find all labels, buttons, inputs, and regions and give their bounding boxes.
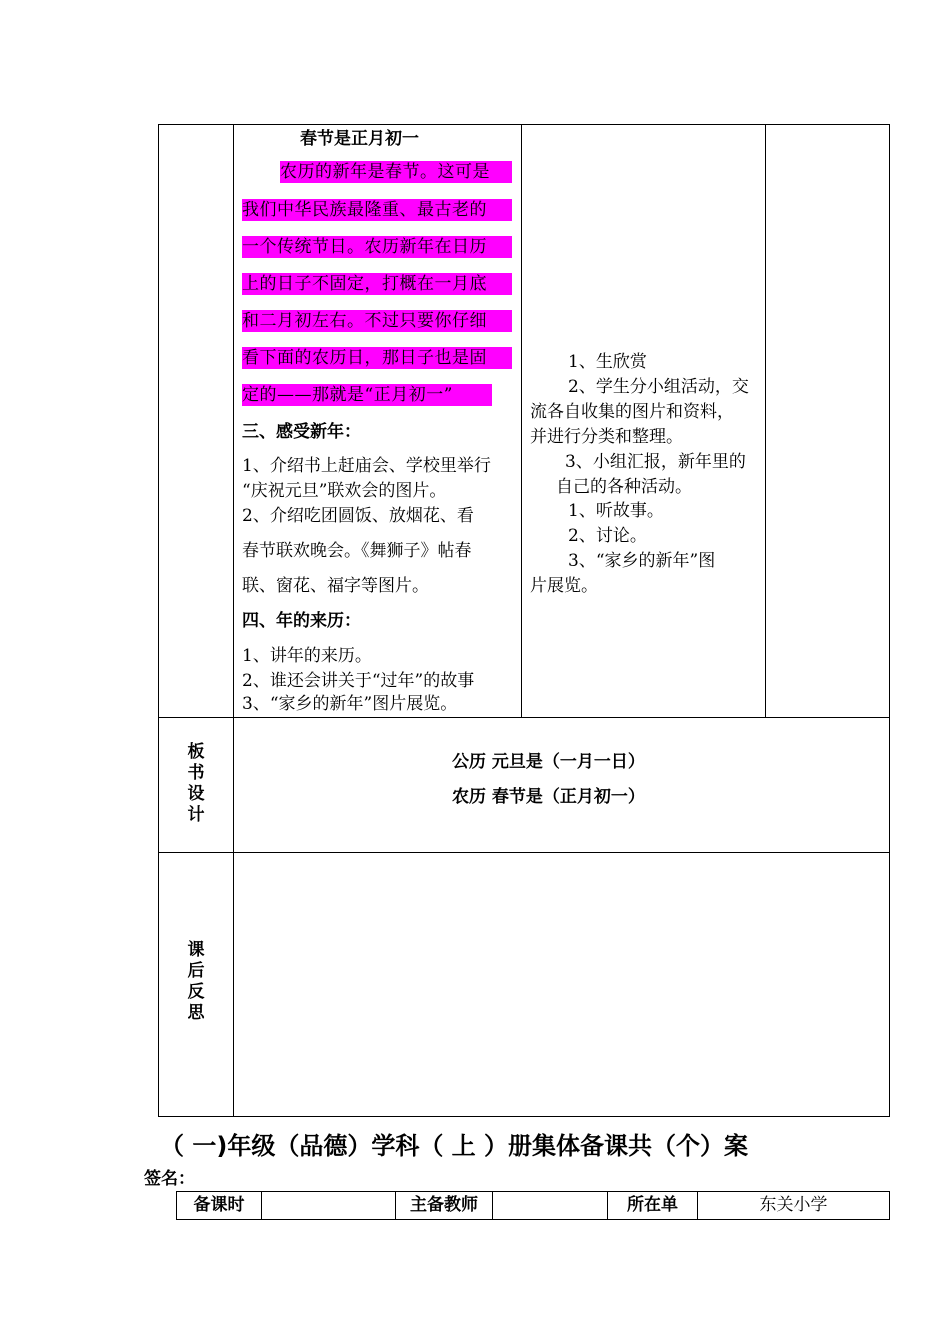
board-design-label: [181, 742, 211, 826]
student-col-border: [765, 124, 766, 718]
student-line: 1、听故事。: [568, 501, 664, 521]
reflection-label: [181, 940, 211, 1024]
small-table-right: [889, 1191, 890, 1220]
lesson-col-border: [521, 124, 522, 718]
highlight-line: 定的——那就是“正月初一”: [242, 385, 453, 405]
course-title: （ 一)年级（品德）学科（ 上 ）册集体备课共（个）案: [160, 1132, 749, 1160]
row-divider-1: [158, 717, 890, 718]
label-char: 书: [187, 763, 205, 783]
table-bottom-border: [158, 1116, 890, 1117]
student-line: 3、小组汇报，新年里的: [565, 452, 746, 472]
cell-main-teacher-value: [493, 1193, 607, 1218]
label-char: 思: [187, 1003, 205, 1023]
highlight-line: 一个传统节日。农历新年在日历: [242, 237, 487, 257]
student-line: 3、“家乡的新年”图: [568, 551, 716, 571]
student-line: 1、生欣赏: [568, 352, 647, 372]
section4-line: 3、“家乡的新年”图片展览。: [242, 694, 458, 714]
label-char: 后: [187, 961, 205, 981]
cell-unit-label: 所在单: [627, 1195, 678, 1215]
highlight-line: 农历的新年是春节。这可是: [280, 162, 490, 182]
cell-prep-time-value: [262, 1193, 395, 1218]
section3-line: “庆祝元旦”联欢会的图片。: [242, 481, 447, 501]
section3-line: 联、窗花、福字等图片。: [242, 576, 429, 596]
section4-title: 四、年的来历：: [242, 611, 361, 631]
small-table-top: [176, 1191, 890, 1192]
highlight-line: 上的日子不固定，打概在一月底: [242, 274, 487, 294]
section4-line: 2、谁还会讲关于“过年”的故事: [242, 671, 475, 691]
sign-label: 签名：: [144, 1169, 195, 1189]
student-line: 并进行分类和整理。: [530, 427, 683, 447]
section3-title: 三、感受新年：: [242, 422, 361, 442]
highlight-line: 和二月初左右。不过只要你仔细: [242, 311, 487, 331]
section3-line: 2、介绍吃团圆饭、放烟花、看: [242, 506, 474, 526]
row-divider-2: [158, 852, 890, 853]
label-char: 板: [187, 742, 205, 762]
section3-line: 1、介绍书上赶庙会、学校里举行: [242, 456, 491, 476]
table-right-border: [889, 124, 890, 1117]
board-line-1: 公历 元旦是（一月一日）: [452, 752, 645, 772]
section3-line: 春节联欢晚会。《舞狮子》帖春: [242, 541, 472, 561]
table-top-border: [158, 124, 890, 125]
lesson-heading: 春节是正月初一: [300, 129, 419, 149]
cell-prep-time-label: 备课时: [193, 1195, 245, 1215]
label-char: 课: [187, 940, 205, 960]
section4-line: 1、讲年的来历。: [242, 646, 372, 666]
label-char: 计: [187, 805, 205, 825]
small-table-bottom: [176, 1219, 890, 1220]
highlight-line: 我们中华民族最隆重、最古老的: [242, 200, 487, 220]
table-left-border: [158, 124, 159, 1117]
student-line: 片展览。: [530, 576, 598, 596]
student-line: 2、学生分小组活动，交: [568, 377, 749, 397]
student-line: 2、讨论。: [568, 526, 647, 546]
label-char: 反: [187, 982, 205, 1002]
student-line: 自己的各种活动。: [556, 477, 692, 497]
label-col-border: [233, 124, 234, 1117]
student-line: 流各自收集的图片和资料，: [530, 402, 734, 422]
cell-unit-value: 东关小学: [759, 1195, 828, 1215]
board-line-2: 农历 春节是（正月初一）: [452, 787, 645, 807]
cell-main-teacher-label: 主备教师: [410, 1195, 478, 1215]
highlight-line: 看下面的农历日，那日子也是固: [242, 348, 487, 368]
label-char: 设: [187, 784, 205, 804]
